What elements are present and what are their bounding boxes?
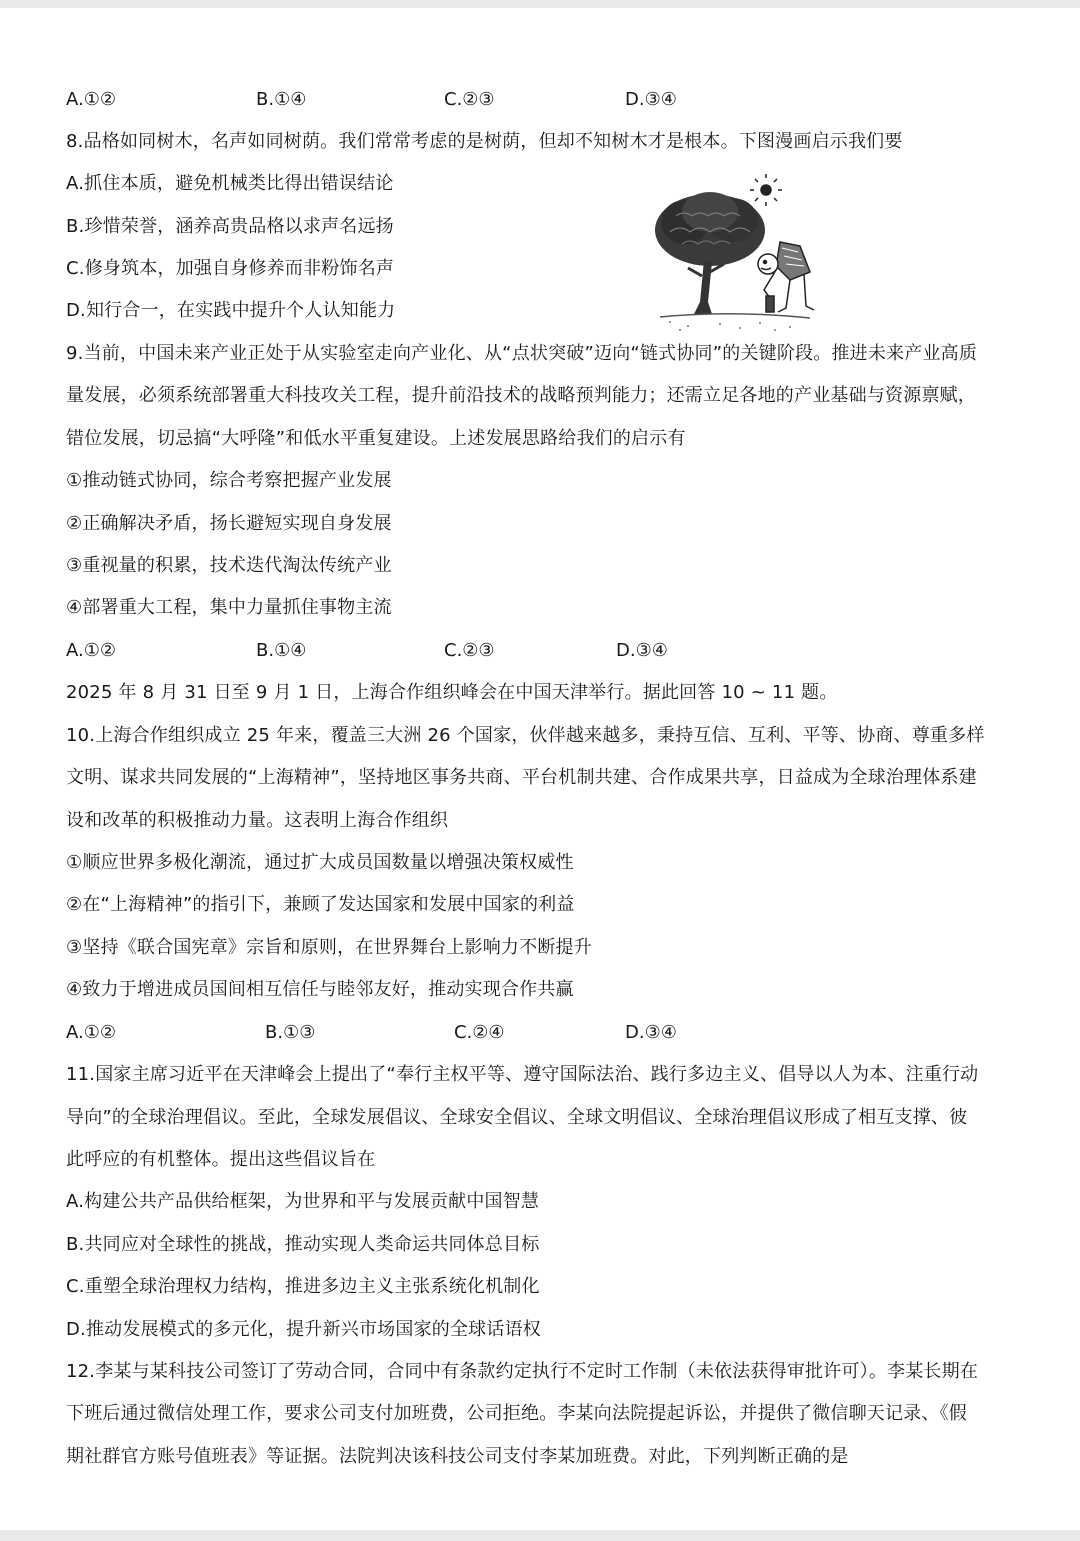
q7-option-c: C.②③ [444,89,495,110]
q10-statement-3: ③坚持《联合国宪章》宗旨和原则，在世界舞台上影响力不断提升 [66,937,592,958]
q9-statement-2: ②正确解决矛盾，扬长避短实现自身发展 [66,513,392,534]
q7-option-a: A.①② [66,89,116,110]
q8-option-d: D.知行合一，在实践中提升个人认知能力 [66,300,396,321]
q8-option-c: C.修身筑本，加强自身修养而非粉饰名声 [66,258,395,279]
q9-statement-4: ④部署重大工程，集中力量抓住事物主流 [66,597,392,618]
q11-stem-line-2: 导向”的全球治理倡议。至此，全球发展倡议、全球安全倡议、全球文明倡议、全球治理倡议形成了相互支撑、彼 [66,1107,968,1128]
q10-stem-line-3: 设和改革的积极推动力量。这表明上海合作组织 [66,810,449,831]
exam-page [0,8,1080,1530]
q10-statement-1: ①顺应世界多极化潮流，通过扩大成员国数量以增强决策权威性 [66,852,574,873]
q10-stem-line-1: 10.上海合作组织成立 25 年来，覆盖三大洲 26 个国家，伙伴越来越多，秉持互信、互利、平等、协商、尊重多样 [66,725,985,746]
q10-statement-2: ②在“上海精神”的指引下，兼顾了发达国家和发展中国家的利益 [66,894,575,915]
q11-option-d: D.推动发展模式的多元化，提升新兴市场国家的全球话语权 [66,1319,541,1340]
q9-option-a: A.①② [66,640,116,661]
q9-stem-line-1: 9.当前，中国未来产业正处于从实验室走向产业化、从“点状突破”迈向“链式协同”的关键阶段。推进未来产业高质 [66,343,978,364]
q8-option-b: B.珍惜荣誉，涵养高贵品格以求声名远扬 [66,216,394,237]
q10-option-b: B.①③ [265,1022,316,1043]
q12-stem-line-3: 期社群官方账号值班表》等证据。法院判决该科技公司支付李某加班费。对此，下列判断正确的是 [66,1446,849,1467]
q11-stem-line-3: 此呼应的有机整体。提出这些倡议旨在 [66,1149,376,1170]
q12-stem-line-2: 下班后通过微信处理工作，要求公司支付加班费，公司拒绝。李某向法院提起诉讼，并提供了微信聊天记录、《假 [66,1403,967,1424]
q11-option-a: A.构建公共产品供给框架，为世界和平与发展贡献中国智慧 [66,1191,540,1212]
q8-option-a: A.抓住本质，避免机械类比得出错误结论 [66,173,394,194]
q11-option-c: C.重塑全球治理权力结构，推进多边主义主张系统化机制化 [66,1276,540,1297]
q10-option-d: D.③④ [625,1022,677,1043]
q10-option-c: C.②④ [454,1022,505,1043]
q7-option-b: B.①④ [256,89,307,110]
intro-10-11: 2025 年 8 月 31 日至 9 月 1 日，上海合作组织峰会在中国天津举行。据此回答 10 ~ 11 题。 [66,682,838,703]
q9-stem-line-3: 错位发展，切忌搞“大呼隆”和低水平重复建设。上述发展思路给我们的启示有 [66,428,686,449]
q8-stem: 8.品格如同树木，名声如同树荫。我们常常考虑的是树荫，但却不知树木才是根本。下图漫画启示我们要 [66,131,903,152]
q9-stem-line-2: 量发展，必须系统部署重大科技攻关工程，提升前沿技术的战略预判能力；还需立足各地的产业基础与资源禀赋， [66,385,976,406]
q11-option-b: B.共同应对全球性的挑战，推动实现人类命运共同体总目标 [66,1234,540,1255]
q10-stem-line-2: 文明、谋求共同发展的“上海精神”，坚持地区事务共商、平台机制共建、合作成果共享，日益成为全球治理体系建 [66,767,977,788]
q9-statement-1: ①推动链式协同，综合考察把握产业发展 [66,470,392,491]
q9-statement-3: ③重视量的积累，技术迭代淘汰传统产业 [66,555,392,576]
q10-statement-4: ④致力于增进成员国间相互信任与睦邻友好，推动实现合作共赢 [66,979,574,1000]
q9-option-c: C.②③ [444,640,495,661]
q11-stem-line-1: 11.国家主席习近平在天津峰会上提出了“奉行主权平等、遵守国际法治、践行多边主义、倡导以人为本、注重行动 [66,1064,979,1085]
q9-option-b: B.①④ [256,640,307,661]
q10-option-a: A.①② [66,1022,116,1043]
tree-cartoon-illustration [640,172,820,334]
q12-stem-line-1: 12.李某与某科技公司签订了劳动合同，合同中有条款约定执行不定时工作制（未依法获得审批许可）。李某长期在 [66,1361,979,1382]
q7-option-d: D.③④ [625,89,677,110]
q9-option-d: D.③④ [616,640,668,661]
